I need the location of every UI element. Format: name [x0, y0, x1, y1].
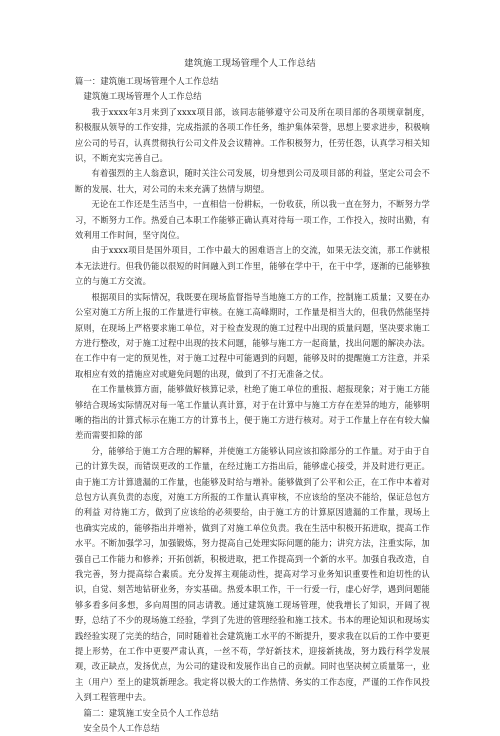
- paragraph: 建筑施工现场管理个人工作总结: [83, 91, 202, 102]
- paragraph: 安全员个人工作总结: [83, 723, 160, 734]
- paragraph: 分，能够给于施工方合理的解释，并使施工方能够认同应该扣除部分的工作量。对于由于自己的计算失误，而错误更改的工作量，在经过施工方指出后，能够虚心接受，并及时进行更正。由于施工方计算遗漏的工作量，也能够及时给与增补。能够做到了公平和公正，在工作中本着对总包方认真负责的态度，对施工方所报的工作量认真审核，不应该给的坚决不能给，保证总包方的利益 对待施工方，做到了应该给的必须要给，由于施工方的计算原因遗漏的工作量，现场上也确实完成的，能够指出并增补，做到了对施工单位负责。我在生活中积极开拓进取，提高工作水平。不断加强学习，加强锻炼，努力提高自己处理实际问题的能力；讲究方法，注重实际，加强自己工作能力和修养；开拓创新，积极进取，把工作提高到一个新的水平。加强自我改造，自我完善，努力提高综合素质。充分发挥主观能动性，提高对学习业务知识重要性和迫切性的认识，自觉、刻苦地钻研业务，夯实基础。热爱本职工作，干一行爱一行，虚心好学，遇到问题能够多看多问多想，多向周围的同志请教。通过建筑施工现场管理，使我增长了知识，开阔了视野，总结了不少的现场施工经验，学到了先进的管理经验和施工技术。书本的理论知识和现场实践经验实现了完美的结合，同时随着社会建筑施工水平的不断提升，要求我在以后的工作中要更提上形势，在工作中更要严肃认真，一丝不苟，学好新技术，迎接新挑战，努力践行科学发展观，改正缺点，发扬优点，为公司的建设和发展作出自己的贡献。同时也坚决树立质量第一，业主（用户）至上的建筑新理念。我定将以极大的工作热情、务实的工作态度，严谨的工作作风投入到工程管理中去。: [75, 445, 430, 703]
- paragraph: 在工作量核算方面，能够做好核算记录，杜绝了施工单位的重报、超报现象；对于施工方能够结合现场实际情况对每一笔工作量认真计算，对于在计算中与施工方存在差异的地方，能够明晰的指出的计算式标示在施工方的计算书上，便于施工方进行核对。对于工作量上存在有较大偏差而需要扣除的部: [75, 384, 430, 441]
- paragraph: 我于xxxx年3月来到了xxxx项目部，该同志能够遵守公司及所在项目部的各项规章制度，积极服从领导的工作安排，完成指派的各项工作任务，维护集体荣誉，思想上要求进步，积极响应公司的号召，认真贯彻执行公司文件及会议精神。工作积极努力，任劳任怨，认真学习相关知识，不断充实完善自己。: [75, 106, 430, 164]
- section-heading: 篇二：建筑施工安全员个人工作总结: [83, 707, 219, 718]
- document-title: 建筑施工现场管理个人工作总结: [184, 58, 316, 69]
- document-body: [75, 74, 430, 736]
- paragraph: 无论在工作还是生活当中，一直相信一份耕耘，一份收获，所以我一直在努力，不断努力学习，不断努力工作。热爱自己本职工作能够正确认真对待每一项工作，工作投入，按时出勤，有效利用工作时间，坚守岗位。: [75, 199, 430, 241]
- section-heading: 篇一：建筑施工现场管理个人工作总结: [75, 76, 219, 86]
- paragraph: 根据项目的实际情况，我既要在现场监督指导当地施工方的工作，控制施工质量；又要在办公室对施工方所上报的工作量进行审核。在施工高峰期时，工作量是相当大的，但我仍然能坚持原则，在现场上严格要求施工单位，对于检查发现的施工过程中出现的质量问题，坚决要求施工方进行整改，对于施工过程中出现的技术问题，能够与施工方一起商量，找出问题的解决办法。在工作中有一定的预见性，对于施工过程中可能遇到的问题，能够及时的提醒施工方注意，并采取相应有效的措施应对或避免问题的出现，做到了不打无准备之仗。: [75, 291, 430, 379]
- paragraph: 有着强烈的主人翁意识，随时关注公司发展，切身想到公司及项目部的利益，坚定公司会不断的发展、壮大，对公司的未来充满了热情与期望。: [75, 168, 430, 194]
- paragraph: 由于xxxx项目是国外项目，工作中最大的困难语言上的交流，如果无法交流，那工作就根本无法进行。但我仍能以很短的时间融入到工作里，能够在学中干，在干中学，逐渐的已能够独立的与施工方交流。: [75, 245, 430, 287]
